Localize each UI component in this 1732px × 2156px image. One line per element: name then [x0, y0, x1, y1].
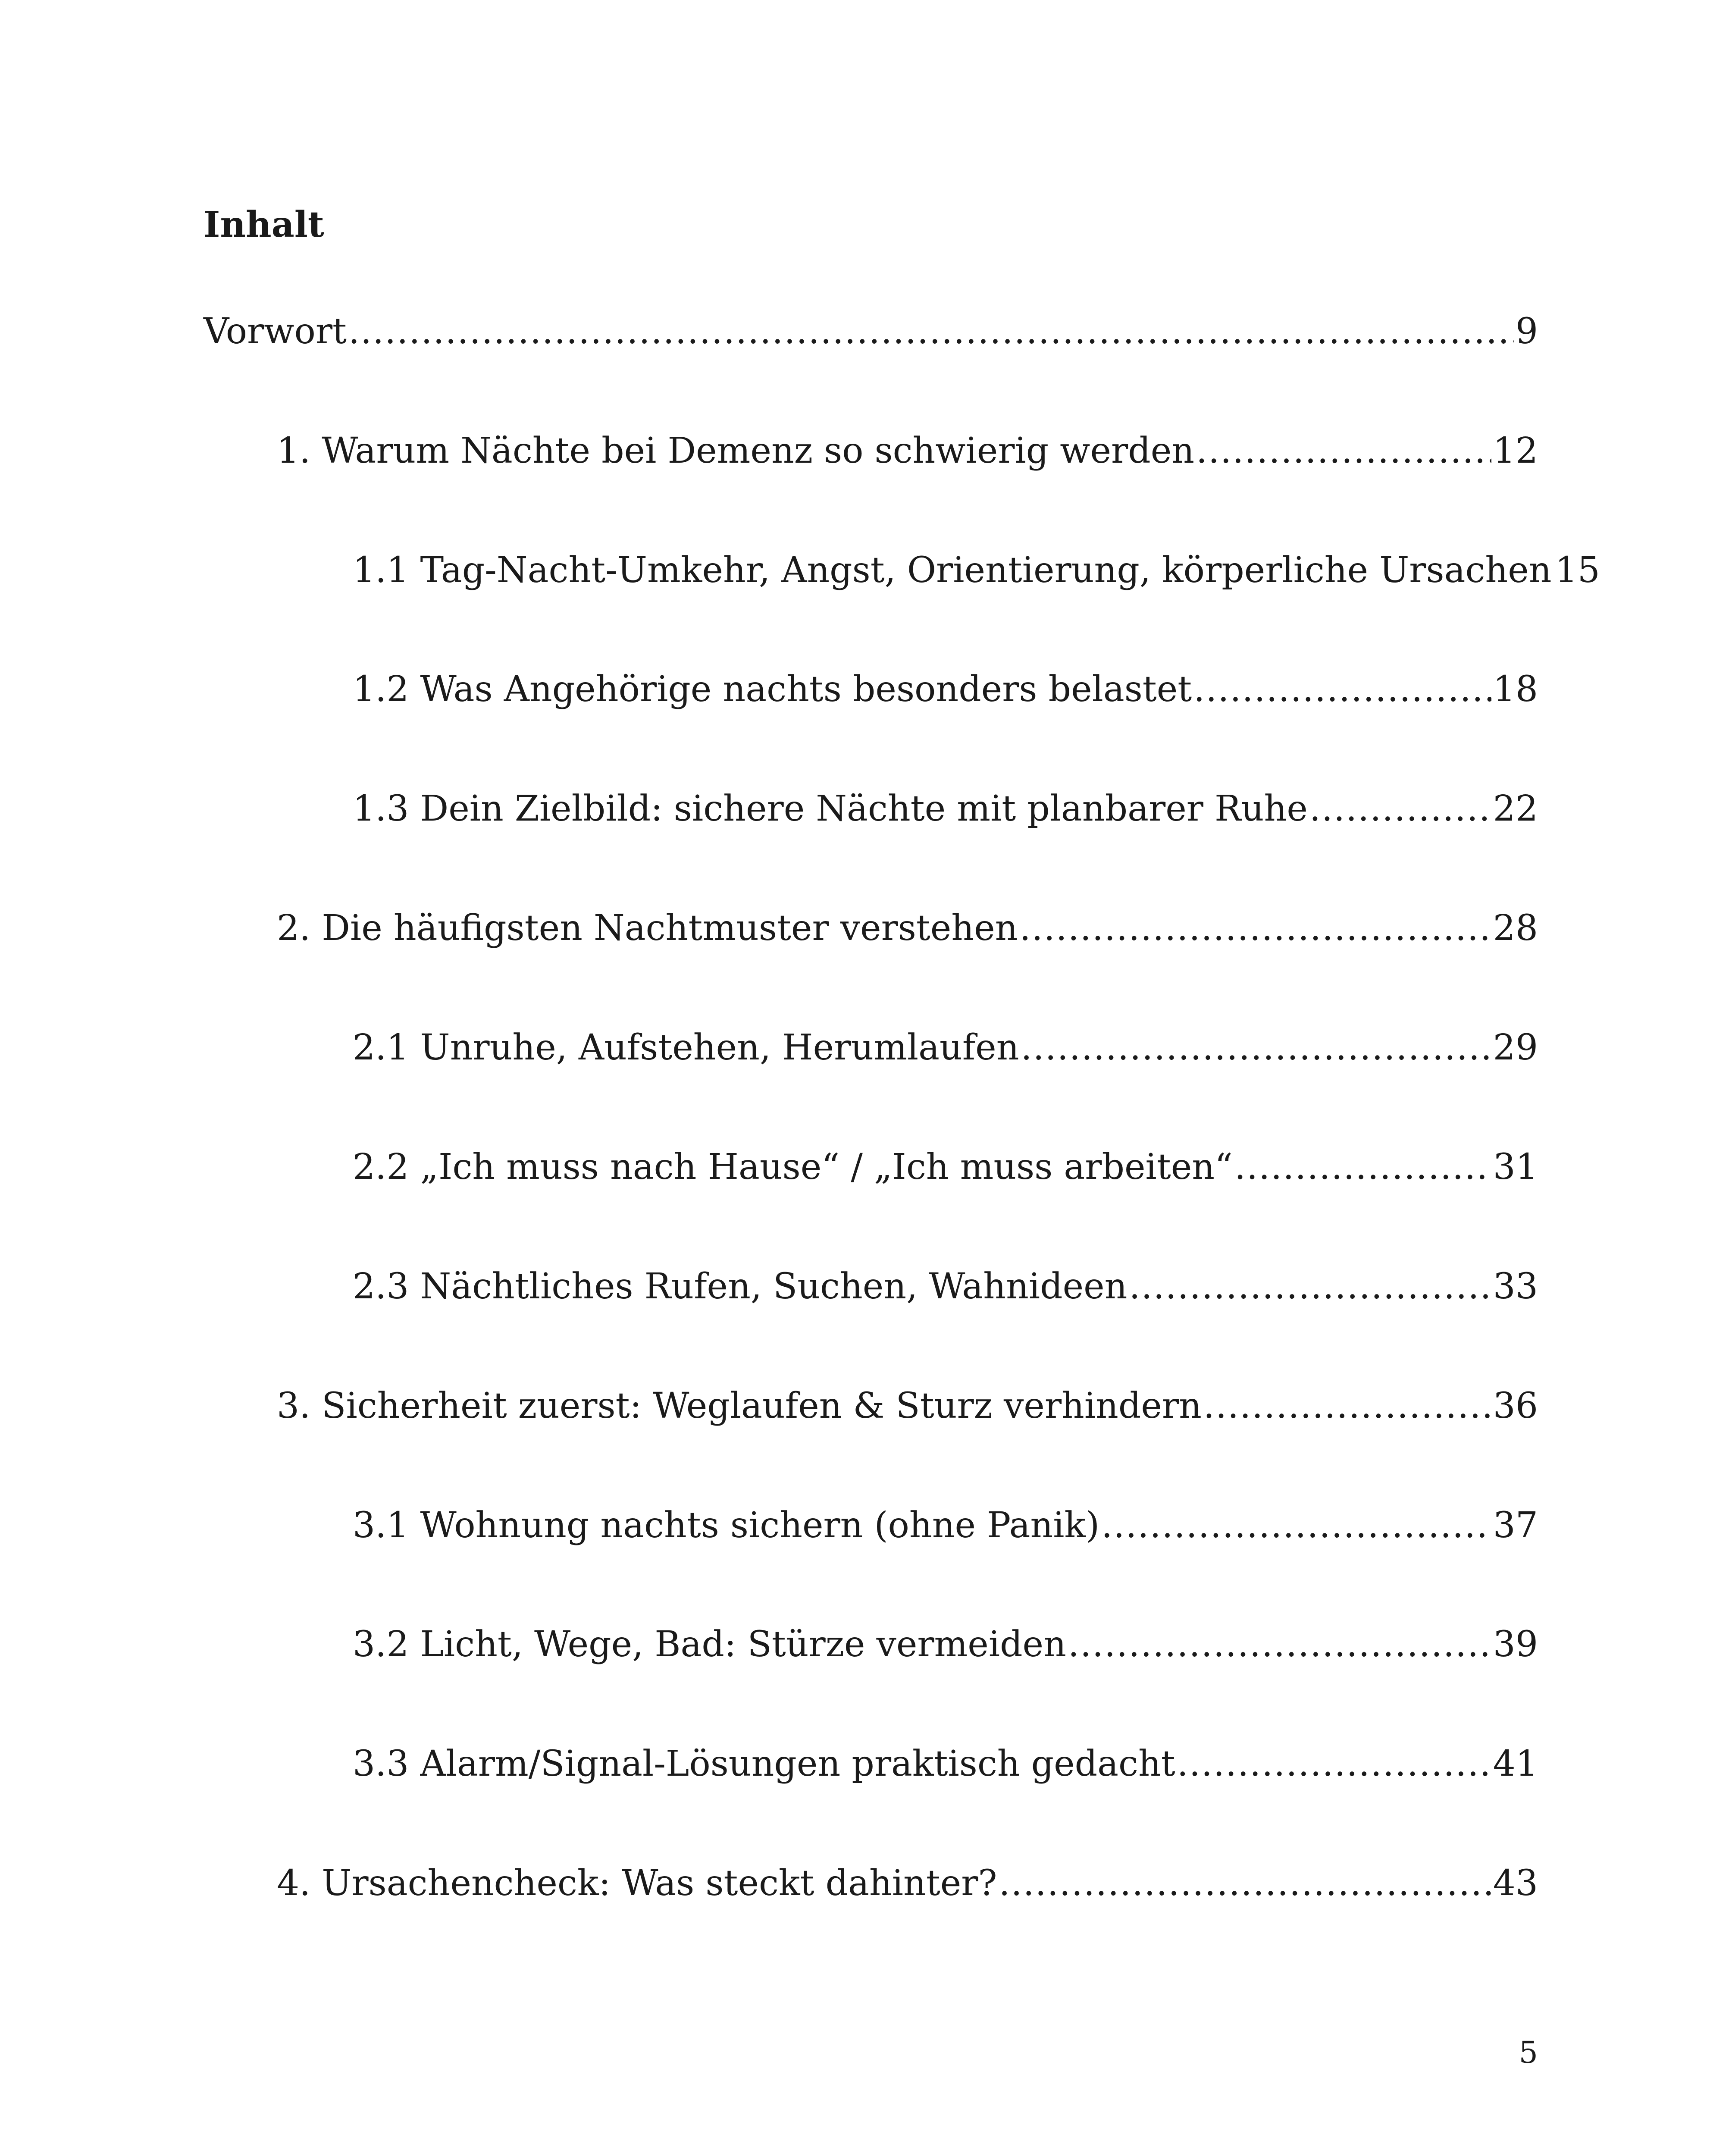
toc-entry-title: 1.2 Was Angehörige nachts besonders belastet: [353, 669, 1192, 710]
toc-entry-chapter-4[interactable]: [277, 1863, 1538, 1904]
toc-dot-leader: [1193, 672, 1491, 707]
toc-entry-section-1-3[interactable]: [353, 788, 1538, 829]
toc-entry-page: 15: [1555, 550, 1600, 591]
toc-entry-vorwort[interactable]: [204, 311, 1538, 352]
toc-entry-page: 18: [1493, 669, 1538, 710]
toc-entry-section-3-3[interactable]: [353, 1743, 1538, 1784]
toc-entry-title: 1.1 Tag-Nacht-Umkehr, Angst, Orientierung, körperliche Ursachen: [353, 550, 1552, 591]
toc-dot-leader: [348, 314, 1514, 349]
toc-heading: Inhalt: [204, 204, 324, 245]
toc-entry-page: 28: [1493, 908, 1538, 949]
toc-entry-section-1-2[interactable]: [353, 669, 1538, 710]
toc-dot-leader: [1203, 1388, 1491, 1424]
toc-entry-title: 3.3 Alarm/Signal-Lösungen praktisch gedacht: [353, 1743, 1175, 1784]
toc-entry-title: 4. Ursachencheck: Was steckt dahinter?: [277, 1863, 997, 1904]
toc-entry-chapter-3[interactable]: [277, 1385, 1538, 1426]
toc-entry-title: 3. Sicherheit zuerst: Weglaufen & Sturz verhindern: [277, 1385, 1202, 1426]
toc-entry-title: 1. Warum Nächte bei Demenz so schwierig werden: [277, 430, 1195, 471]
toc-entry-section-2-3[interactable]: [353, 1266, 1538, 1307]
toc-entry-page: 33: [1493, 1266, 1538, 1307]
toc-entry-title: 2.2 „Ich muss nach Hause“ / „Ich muss arbeiten“: [353, 1147, 1233, 1188]
page-number: 5: [1519, 2035, 1538, 2070]
toc-entry-section-1-1[interactable]: [353, 550, 1600, 591]
toc-entry-page: 37: [1493, 1505, 1538, 1546]
toc-entry-title: 3.1 Wohnung nachts sichern (ohne Panik): [353, 1505, 1100, 1546]
toc-entry-page: 36: [1493, 1385, 1538, 1426]
toc-dot-leader: [1019, 911, 1491, 946]
toc-dot-leader: [1234, 1150, 1491, 1185]
toc-dot-leader: [1196, 433, 1491, 469]
toc-entry-title: Vorwort: [204, 311, 347, 352]
toc-dot-leader: [1177, 1746, 1491, 1782]
toc-dot-leader: [999, 1866, 1491, 1901]
toc-entry-page: 12: [1493, 430, 1538, 471]
toc-entry-section-3-2[interactable]: [353, 1624, 1538, 1665]
toc-dot-leader: [1101, 1508, 1491, 1543]
toc-entry-page: 29: [1493, 1027, 1538, 1068]
toc-dot-leader: [1309, 791, 1491, 827]
toc-entry-title: 1.3 Dein Zielbild: sichere Nächte mit planbarer Ruhe: [353, 788, 1308, 829]
toc-entry-page: 39: [1493, 1624, 1538, 1665]
toc-dot-leader: [1068, 1627, 1491, 1662]
toc-entry-page: 31: [1493, 1147, 1538, 1188]
toc-entry-page: 43: [1493, 1863, 1538, 1904]
toc-entry-chapter-1[interactable]: [277, 430, 1538, 471]
toc-entry-title: 3.2 Licht, Wege, Bad: Stürze vermeiden: [353, 1624, 1066, 1665]
toc-entry-chapter-2[interactable]: [277, 908, 1538, 949]
toc-entry-page: 9: [1515, 311, 1538, 352]
toc-entry-section-2-1[interactable]: [353, 1027, 1538, 1068]
toc-entry-page: 41: [1493, 1743, 1538, 1784]
toc-entry-section-3-1[interactable]: [353, 1505, 1538, 1546]
toc-entry-page: 22: [1493, 788, 1538, 829]
toc-entry-title: 2.1 Unruhe, Aufstehen, Herumlaufen: [353, 1027, 1019, 1068]
toc-entry-title: 2.3 Nächtliches Rufen, Suchen, Wahnideen: [353, 1266, 1128, 1307]
toc-dot-leader: [1021, 1030, 1491, 1065]
toc-dot-leader: [1129, 1269, 1491, 1304]
toc-entry-section-2-2[interactable]: [353, 1147, 1538, 1188]
toc-entry-title: 2. Die häufigsten Nachtmuster verstehen: [277, 908, 1018, 949]
